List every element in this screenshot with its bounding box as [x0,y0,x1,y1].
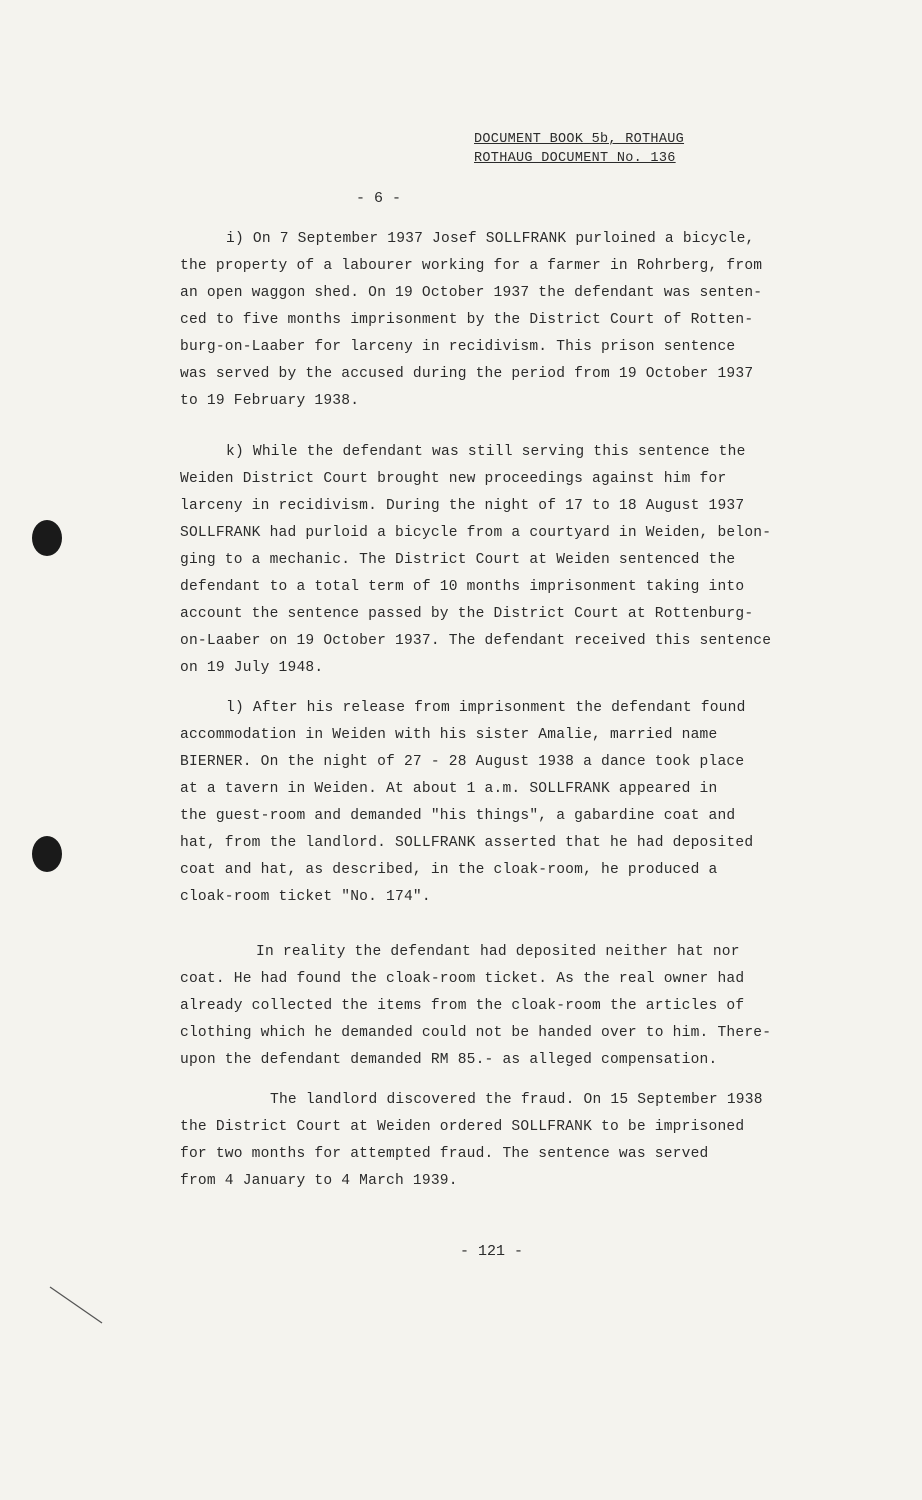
paragraph-k [180,439,820,682]
punch-hole-upper [32,520,62,556]
text-line: k) While the defendant was still serving this sentence the [226,444,746,460]
paragraph-fraud [180,1087,820,1195]
text-line: hat, from the landlord. SOLLFRANK asserted that he had deposited [180,835,754,851]
text-line: larceny in recidivism. During the night of 17 to 18 August 1937 [180,498,745,514]
text-line: l) After his release from imprisonment the defendant found [226,700,746,716]
text-line: coat and hat, as described, in the cloak-room, he produced a [180,862,718,878]
page-number-bottom: - 121 - [460,1243,524,1260]
text-line: cloak-room ticket "No. 174". [180,889,431,905]
text-line: on 19 July 1948. [180,660,324,676]
text-line: i) On 7 September 1937 Josef SOLLFRANK purloined a bicycle, [226,231,755,247]
text-line: SOLLFRANK had purloid a bicycle from a courtyard in Weiden, belon- [180,525,772,541]
paragraph-l [180,695,820,911]
header-line-2: ROTHAUG DOCUMENT No. 136 [474,151,676,166]
text-line: at a tavern in Weiden. At about 1 a.m. SOLLFRANK appeared in [180,781,718,797]
text-line: clothing which he demanded could not be handed over to him. There- [180,1025,772,1041]
text-line: ced to five months imprisonment by the District Court of Rotten- [180,312,754,328]
header-line-1: DOCUMENT BOOK 5b, ROTHAUG [474,132,685,147]
page-number-top: - 6 - [356,190,402,207]
text-line: In reality the defendant had deposited neither hat nor [256,944,740,960]
text-line: Weiden District Court brought new proceedings against him for [180,471,727,487]
text-line: the District Court at Weiden ordered SOLLFRANK to be imprisoned [180,1119,745,1135]
text-line: the guest-room and demanded "his things", a gabardine coat and [180,808,736,824]
text-line: ging to a mechanic. The District Court at Weiden sentenced the [180,552,736,568]
text-line: upon the defendant demanded RM 85.- as alleged compensation. [180,1052,718,1068]
text-line: the property of a labourer working for a farmer in Rohrberg, from [180,258,763,274]
text-line: The landlord discovered the fraud. On 15 September 1938 [270,1092,763,1108]
text-line: burg-on-Laaber for larceny in recidivism. This prison sentence [180,339,736,355]
text-line: to 19 February 1938. [180,393,360,409]
text-line: defendant to a total term of 10 months imprisonment taking into [180,579,745,595]
paragraph-reality [180,939,820,1074]
punch-hole-lower [32,836,62,872]
text-line: already collected the items from the cloak-room the articles of [180,998,745,1014]
text-line: was served by the accused during the period from 19 October 1937 [180,366,754,382]
paragraph-i [180,226,820,415]
text-line: account the sentence passed by the District Court at Rottenburg- [180,606,754,622]
text-line: coat. He had found the cloak-room ticket. As the real owner had [180,971,745,987]
text-line: for two months for attempted fraud. The sentence was served [180,1146,709,1162]
text-line: BIERNER. On the night of 27 - 28 August 1938 a dance took place [180,754,745,770]
text-line: accommodation in Weiden with his sister Amalie, married name [180,727,718,743]
text-line: an open waggon shed. On 19 October 1937 the defendant was senten- [180,285,763,301]
stray-pencil-mark [48,1285,104,1325]
text-line: from 4 January to 4 March 1939. [180,1173,458,1189]
text-line: on-Laaber on 19 October 1937. The defendant received this sentence [180,633,772,649]
document-header [474,130,684,168]
